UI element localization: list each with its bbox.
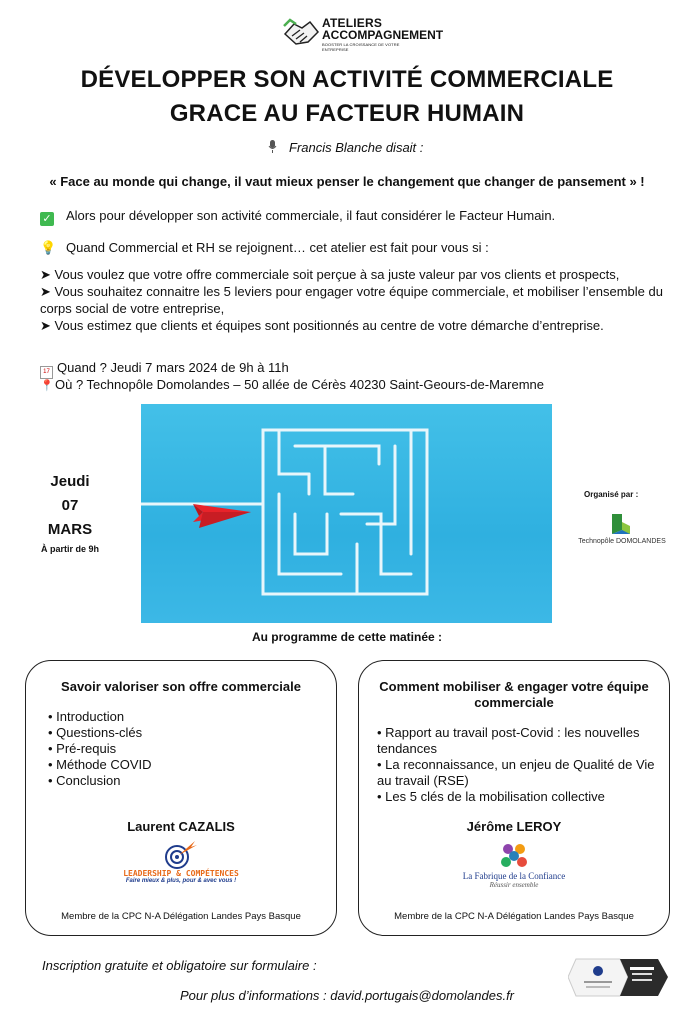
brand-tagline: BOOSTER LA CROISSANCE DE VOTRE ENTREPRISE [322,42,400,52]
list-item: • Questions-clés [48,725,143,740]
domolandes-icon [608,512,632,536]
page-title-line2: GRACE AU FACTEUR HUMAIN [169,100,525,127]
inscription-text: Inscription gratuite et obligatoire sur formulaire : [42,958,317,973]
quote-author-text: Francis Blanche disait : [289,140,424,155]
fabrique-logo-text: La Fabrique de la Confiance [462,871,566,881]
list-item: • La reconnaissance, un enjeu de Qualité de Vie au travail (RSE) [377,757,655,788]
domolandes-name: Technopôle DOMOLANDES [578,538,666,545]
list-item: • Les 5 clés de la mobilisation collective [377,789,605,804]
calendar-icon: 17 [40,366,53,379]
maze-photo [141,404,552,623]
brand-line2: ACCOMPAGNEMENT [322,28,444,42]
leadership-competences-logo [26,839,336,887]
intro-line2-text: Quand Commercial et RH se rejoignent… cet atelier est fait pour vous si : [66,240,489,255]
partner-badges-graphic [568,955,668,1000]
brand-line1: ATELIERS [322,16,383,30]
program-left-title: Savoir valoriser son offre commerciale [61,679,301,694]
domolandes-logo [572,510,672,550]
program-box-right [358,660,670,936]
event-date-block [28,470,112,554]
page-title-line1: DÉVELOPPER SON ACTIVITÉ COMMERCIALE [80,66,614,93]
leadership-logo-tagline: Faire mieux & plus, pour & avec vous ! [125,878,237,884]
fabrique-confiance-logo [359,841,669,889]
quote-text: « Face au monde qui change, il vaut mieux penser le changement que changer de pansement » ! [49,174,645,189]
event-where-text: Où ? Technopôle Domolandes – 50 allée de Cérès 40230 Saint-Geours-de-Maremne [55,377,544,392]
benefit-list [40,266,670,334]
puzzle-figures-icon [498,841,530,871]
list-item: ➤ Vous estimez que clients et équipes sont positionnés au centre de votre démarche d’entreprise. [40,318,604,333]
leadership-logo-text: LEADERSHIP & COMPÉTENCES [123,869,239,878]
paper-plane-icon [193,504,251,528]
intro-line1 [40,208,555,226]
ateliers-accompagnement-logo [282,12,444,52]
list-item: • Conclusion [48,773,121,788]
program-box-left [25,660,337,936]
list-item: • Introduction [48,709,125,724]
quote-author [268,140,423,155]
member-right: Membre de la CPC N-A Délégation Landes Pays Basque [394,911,634,922]
event-start-time: À partir de 9h [40,544,99,554]
program-right-title: Comment mobiliser & engager votre équipe commerciale [379,679,649,710]
fabrique-logo-tagline: Réussir ensemble [489,881,539,889]
speaker-right: Jérôme LEROY [466,819,562,834]
contact-info: Pour plus d’informations : david.portugais@domolandes.fr [179,988,515,1003]
light-bulb-icon: 💡 [40,240,57,255]
handshake-icon [282,14,320,48]
program-left-list [48,709,152,789]
list-item: ➤ Vous voulez que votre offre commerciale soit perçue à sa juste valeur par vos clients et prospects, [40,267,620,282]
organizer-label: Organisé par : [584,490,639,499]
event-when-text: Quand ? Jeudi 7 mars 2024 de 9h à 11h [57,360,289,375]
intro-line2 [40,240,489,256]
list-item: • Méthode COVID [48,757,152,772]
program-right-list [377,725,657,805]
check-mark-icon: ✓ [40,212,54,226]
event-month: MARS [47,521,93,538]
list-item: • Rapport au travail post-Covid : les nouvelles tendances [377,725,640,756]
intro-line1-text: Alors pour développer son activité commerciale, il faut considérer le Facteur Humain. [66,208,556,223]
program-heading: Au programme de cette matinée : [251,630,443,644]
event-day: Jeudi [50,473,90,490]
member-left: Membre de la CPC N-A Délégation Landes Pays Basque [61,911,301,922]
speaker-left: Laurent CAZALIS [127,819,235,834]
list-item: • Pré-requis [48,741,117,756]
event-where [40,377,544,392]
target-rocket-icon [161,839,201,869]
microphone-icon [268,140,277,152]
event-date: 07 [61,497,79,514]
partner-badges [568,955,668,1000]
list-item: ➤ Vous souhaitez connaitre les 5 leviers pour engager votre équipe commerciale, et mobiliser l’ensemble du corps social de votre entreprise, [40,284,663,316]
pin-icon: 📍 [40,380,54,392]
maze-illustration [141,404,552,623]
